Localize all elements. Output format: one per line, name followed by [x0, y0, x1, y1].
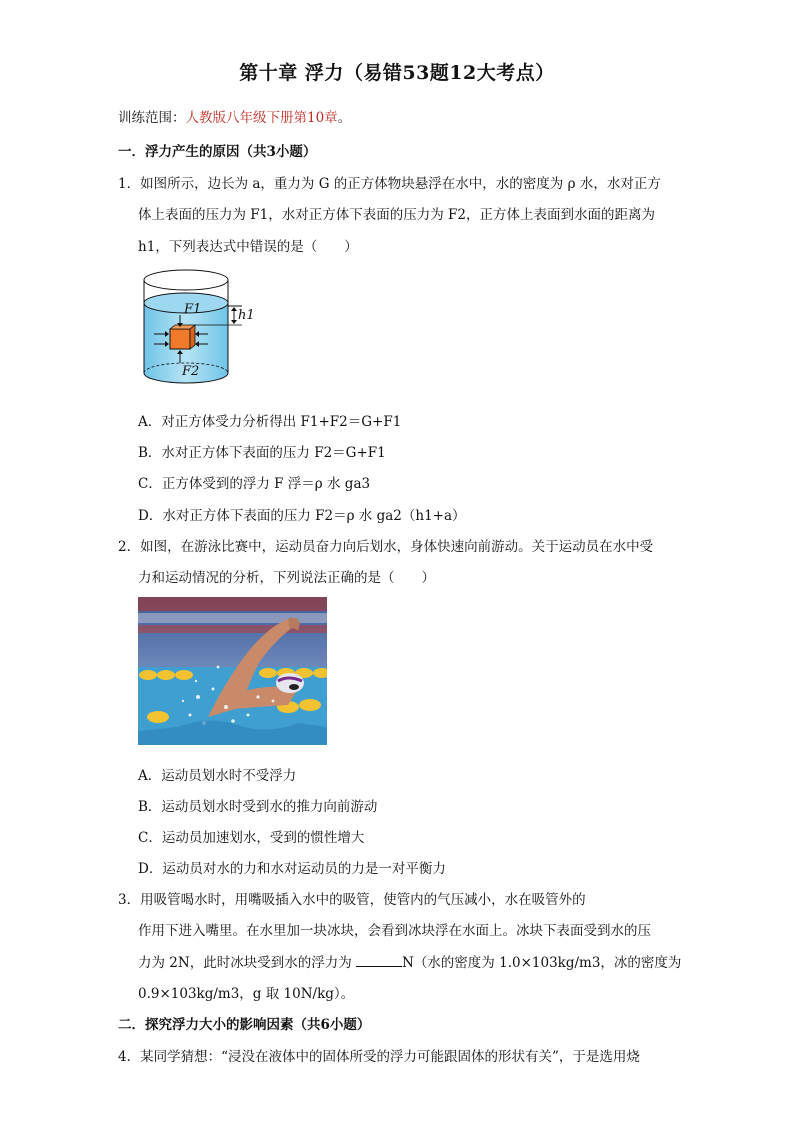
q1-line2: 体上表面的压力为 F1，水对正方体下表面的压力为 F2，正方体上表面到水面的距离为	[138, 207, 655, 223]
q1-option-b: B．水对正方体下表面的压力 F2＝G+F1	[138, 445, 386, 461]
section-heading-1: 一．浮力产生的原因（共3小题）	[118, 144, 317, 160]
training-scope	[118, 106, 351, 126]
q1-line1: 1．如图所示，边长为 a，重力为 G 的正方体物块悬浮在水中，水的密度为 ρ 水，水对正方	[118, 176, 661, 192]
q2-line1: 2．如图，在游泳比赛中，运动员奋力向后划水，身体快速向前游动。关于运动员在水中受	[118, 539, 654, 555]
q2-option-c: C．运动员加速划水，受到的惯性增大	[138, 830, 365, 846]
page-title: 第十章 浮力（易错53题12大考点）	[239, 62, 555, 84]
q3-line3	[138, 951, 681, 971]
scope-value: 人教版八年级下册第10章	[185, 110, 338, 126]
scope-label: 训练范围：	[118, 110, 186, 126]
q1-option-a: A．对正方体受力分析得出 F1+F2＝G+F1	[138, 414, 402, 430]
q3-line1: 3．用吸管喝水时，用嘴吸插入水中的吸管，使管内的气压减小，水在吸管外的	[118, 892, 586, 908]
q4-line1: 4．某同学猜想：“浸没在液体中的固体所受的浮力可能跟固体的形状有关”，于是选用烧	[118, 1049, 640, 1065]
label-f1: F1	[184, 302, 202, 317]
section-heading-2: 二．探究浮力大小的影响因素（共6小题）	[118, 1017, 371, 1033]
label-f2: F2	[182, 364, 200, 379]
q1-option-c: C．正方体受到的浮力 F 浮＝ρ 水 ga3	[138, 476, 371, 492]
cylinder-figure	[138, 268, 268, 397]
q2-line2: 力和运动情况的分析，下列说法正确的是（ ）	[138, 570, 435, 586]
q3-line4: 0.9×103kg/m3，g 取 10N/kg）。	[138, 986, 355, 1002]
scope-end: 。	[337, 110, 352, 126]
q1-line3: h1，下列表达式中错误的是（ ）	[138, 239, 358, 255]
q3-line3-end: N（水的密度为 1.0×103kg/m3，冰的密度为	[402, 955, 682, 971]
q2-option-a: A．运动员划水时不受浮力	[138, 768, 297, 784]
label-h1: h1	[238, 308, 255, 323]
q2-option-b: B．运动员划水时受到水的推力向前游动	[138, 799, 378, 815]
q2-option-d: D．运动员对水的力和水对运动员的力是一对平衡力	[138, 861, 446, 877]
swimmer-photo	[138, 597, 327, 745]
answer-blank[interactable]	[356, 954, 402, 967]
q3-line3-start: 力为 2N，此时冰块受到水的浮力为	[138, 955, 352, 971]
q1-option-d: D．水对正方体下表面的压力 F2＝ρ 水 ga2（h1+a）	[138, 508, 466, 524]
q3-line2: 作用下进入嘴里。在水里加一块冰块，会看到冰块浮在水面上。冰块下表面受到水的压	[138, 923, 651, 939]
